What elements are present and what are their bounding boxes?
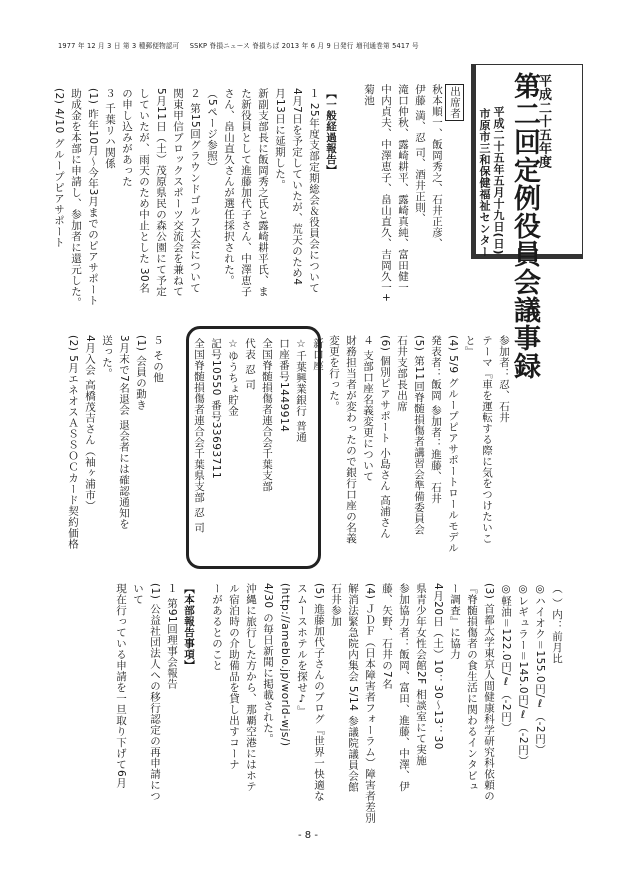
section-general-report: 【一般経過報告】 １ 25年度支部定期総会＆役員会について 4月7日を予定していたが、荒天のため4 月13日に延期した。 新副支部長に飯岡秀之氏と露崎耕平氏、ま た新役員として進藤加代子さん、中澤恵子 さん、畠山直久さんが選任採択された。 （5ページ参照） ２ 第15回グラウンドゴルフ大会について 関東甲信ブロックスポーツ交流会を兼ねて 5月11日（土）茂原県民の森公園にて予定 していたが、雨天のため中止とした 30名 の申し込みがあった ３ 千葉リハ関係 (1) 昨年10月～今年3月までのピアサポート 助成金を本部に申請し、参加者に還元した。 (2) 4/10 グループピアサポート: [50, 88, 339, 318]
mail-permit: 1977 年 12 月 3 日 第 3 種郵便物認可: [58, 42, 180, 50]
section-fuel-research: （ ）内：前月比 ◎ハイオク＝155.0円/ℓ（-2円） ◎レギュラー＝145.0円/ℓ（-2円） ◎軽油＝122.0円/ℓ（-2円） (3) 首都大学東京人間健康科学研究科依頼の 『脊髄損傷者の食生活に関わるインタビュ ー調査』に協力 4月20日（土）10：30～13：30 県青少年女性会館2F 相談室にて実施 参加協力者：飯岡、富田、進藤、中澤、伊 藤、矢野、石井の7名 (4) ＪＤＦ（日本障害者フォーラム）障害者差別 解消法緊急院内集会 5/14 参議院議員会館 石井参加 (5) 進藤加代子さんのブログ『世界一快適な スムースホテルを探せ♪』 (http://ameblo.jp/world-wjs/) 4/30 の毎日新聞に掲載された。 沖縄に旅行した方から、那覇空港にはホテ ル宿泊時の介助備品を貸し出すコーナ ーがあるとのこと: [211, 583, 563, 824]
page-header: [58, 40, 578, 50]
new-account: 新口座 ☆千葉興業銀行 普通 口座番号1449914 全国脊髄損傷者連合会千葉支部 代表 忍 司 ☆ゆうちょ貯金 記号10550 番号33693711 全国脊髄損傷者連合会千葉県支部 忍 司: [193, 338, 324, 533]
title-era: 平成二十五年度: [536, 74, 551, 169]
attendees: 出席者 秋本順一、飯岡秀之、石井正彦、 伊藤 満、忍 司、酒井正則、 滝口仲秋、露崎耕平、露崎真純、富田健一 中内貞夫、中澤恵子、畠山直久、吉岡久一+ 菊池: [360, 84, 464, 302]
section-4: 参加者：忍、石井 テーマ『車を運転する際に気をつけたいこ と』 (4) 5/9 グループピアサポートロールモデル 発表者：飯岡 参加者：進藤、石井 (5) 第11回脊髄損傷者講習会準備委員会 石井支部長出席 (6) 個別ピアサポート 小島さん 高浦さん ４ 支部口座名義変更について 財務担当者が変わったので銀行口座の名義 変更を行った。: [328, 335, 510, 554]
meeting-venue: 市原市三和保健福祉センター: [478, 108, 491, 258]
attendees-label: 出席者: [445, 84, 464, 121]
section-honbu-report: 【本部報告事項】 １ 第91回理事会報告 (1) 公益社団法人への移行認定の再申請につ いて 現在行っている申請を一旦取り下げて6月: [115, 583, 195, 802]
section-heading: 【一般経過報告】: [325, 88, 337, 176]
page-title: 第二回定例役員会議事録: [509, 72, 540, 380]
page-number: - 8 -: [298, 830, 318, 841]
section-5-other: ５ その他 (1) 会員の動き 3月末で7名退会 退会者には確認通知を 送った。 4月入会 高橋茂吉さん（袖ヶ浦市） (2) 5月エネオスＡＳＳＯＣカード契約価格: [67, 335, 164, 550]
publication-info: SSKP 脊損ニュース 脊損ちば 2013 年 6 月 9 日発行 増刊通巻第 5417 号: [189, 42, 419, 50]
meeting-date: 平成二十五年五月十九日(日): [492, 106, 505, 256]
